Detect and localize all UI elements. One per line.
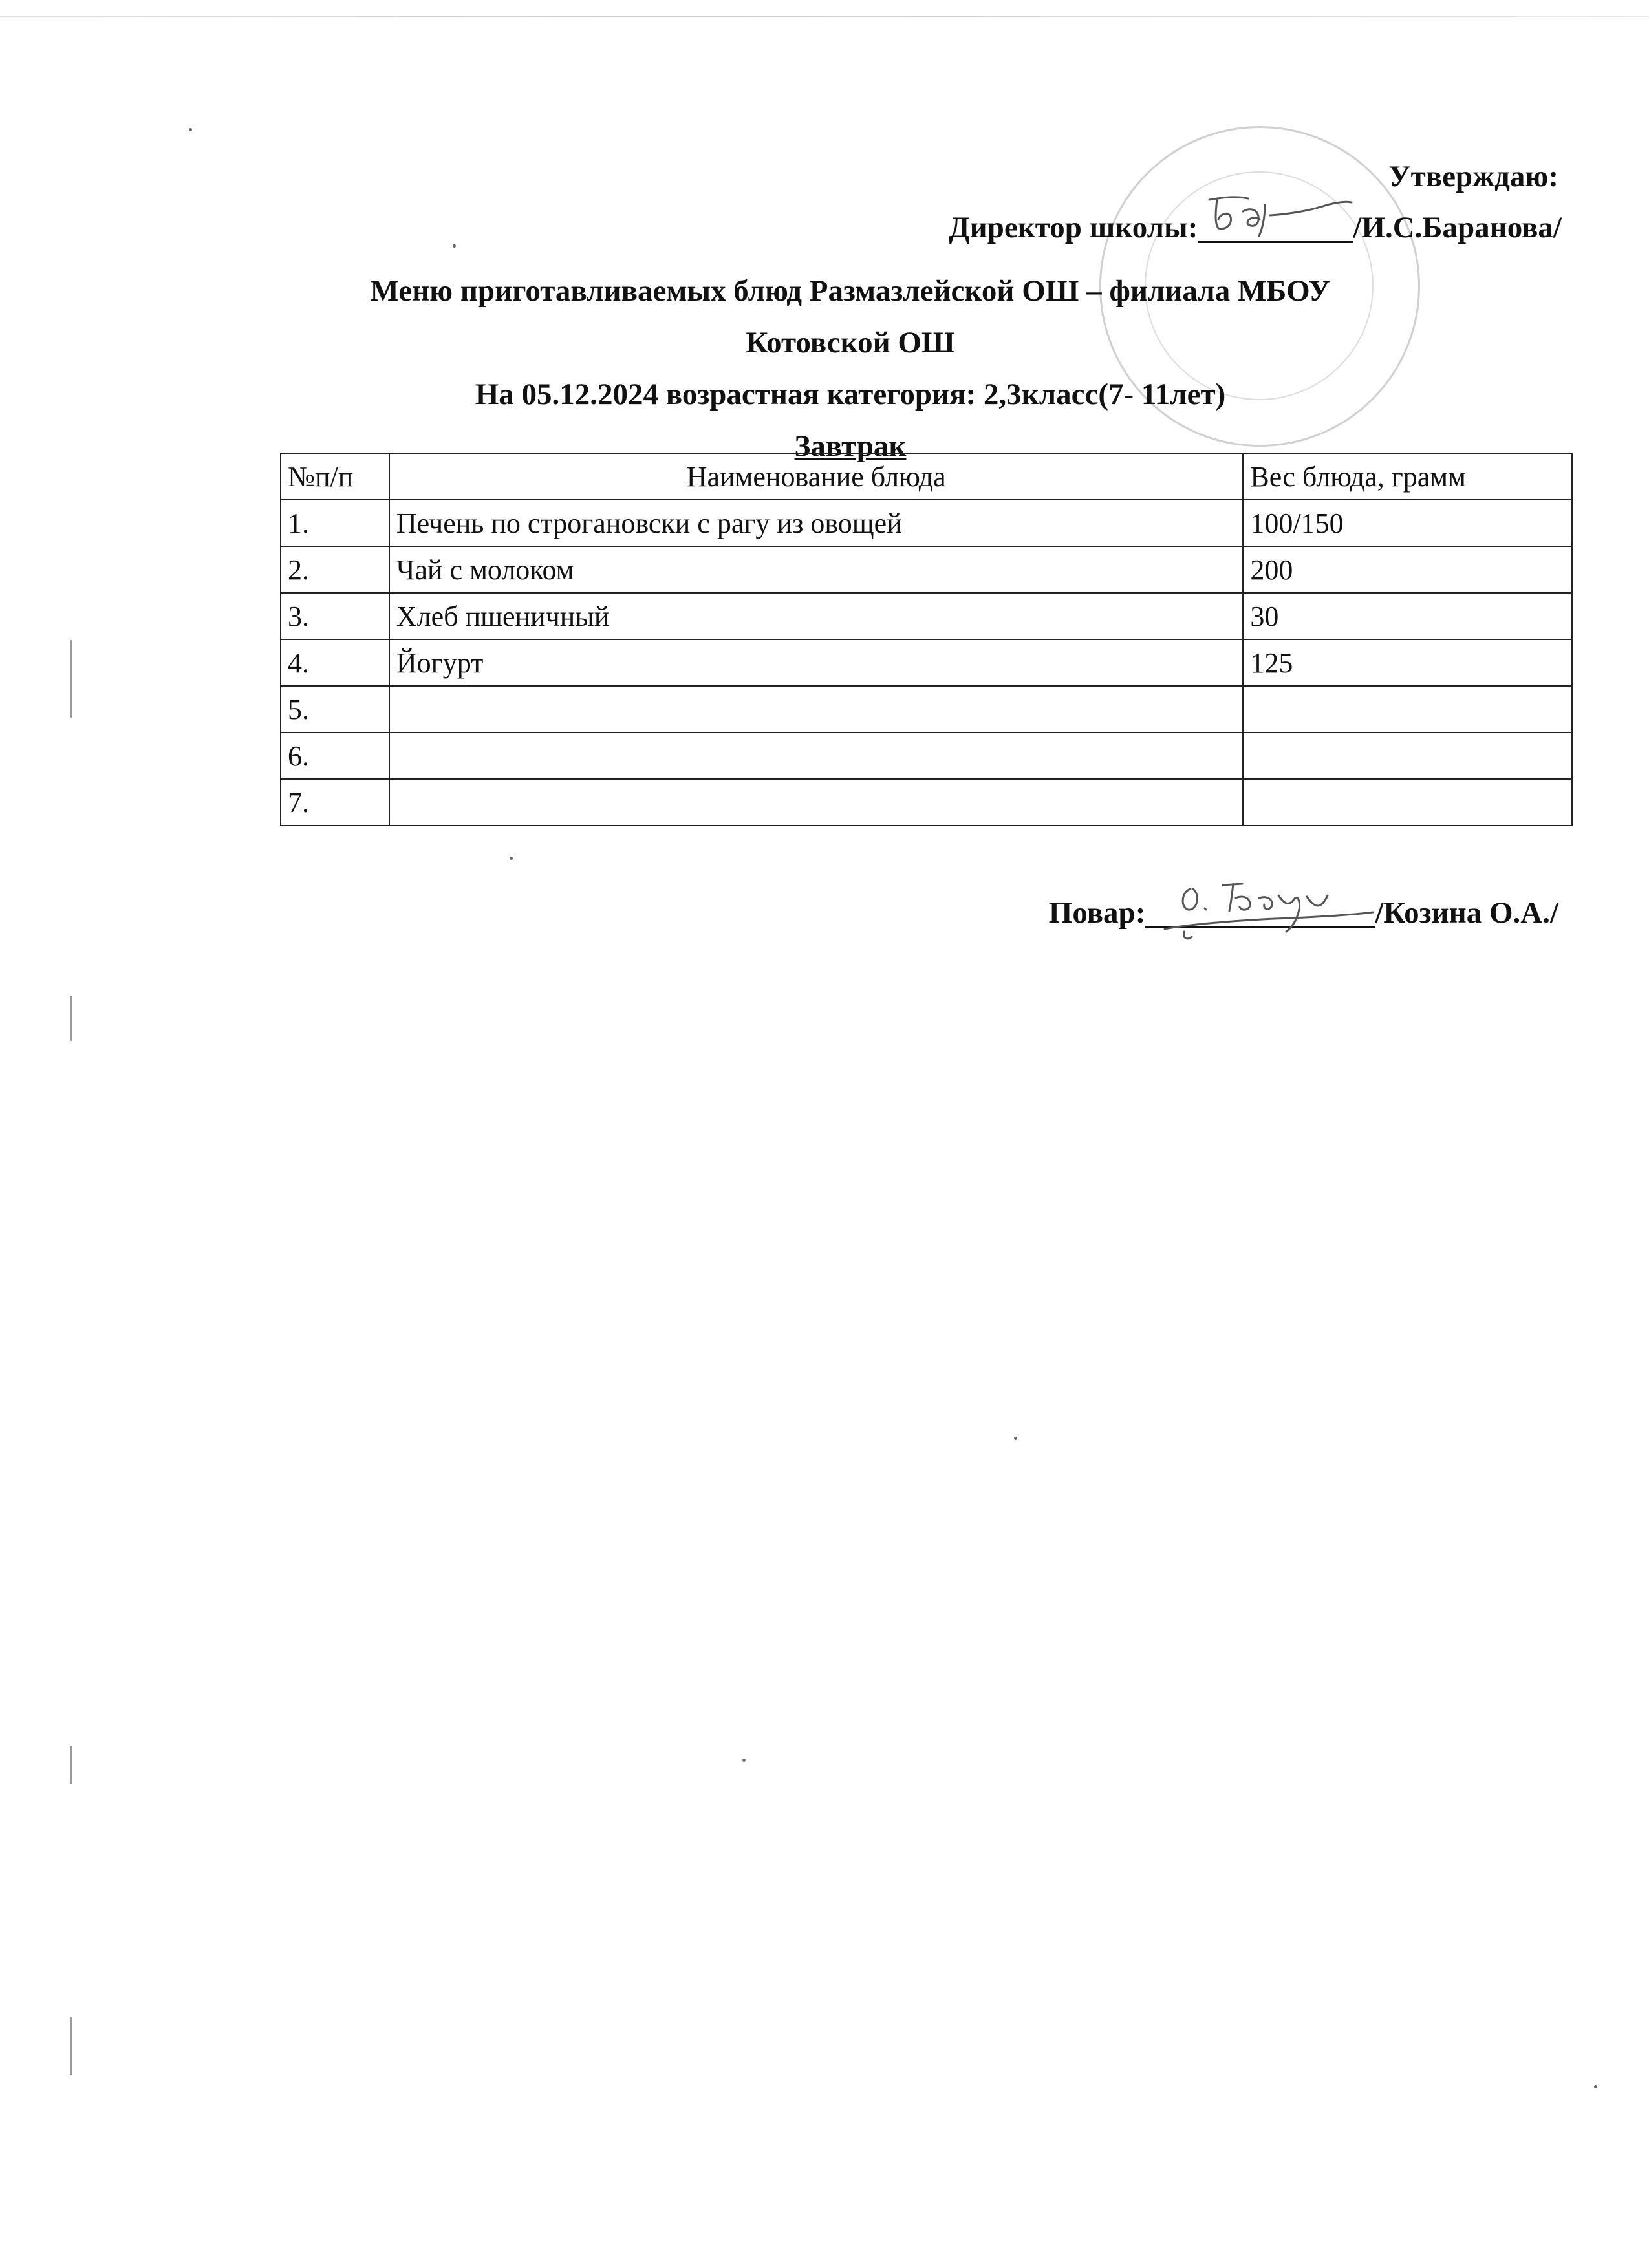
row-number: 1. — [281, 500, 389, 546]
row-number: 6. — [281, 733, 389, 779]
table-row — [281, 593, 1572, 639]
scan-speck — [510, 857, 513, 860]
table-row — [281, 733, 1572, 779]
scan-speck — [1014, 1437, 1017, 1440]
header-dish-weight: Вес блюда, грамм — [1243, 453, 1572, 500]
table-row — [281, 546, 1572, 593]
row-number: 4. — [281, 639, 389, 686]
director-signature — [1198, 210, 1353, 243]
row-number: 3. — [281, 593, 389, 639]
row-number: 2. — [281, 546, 389, 593]
row-dish-weight: 200 — [1243, 546, 1572, 593]
director-label: Директор школы: — [949, 211, 1198, 244]
row-dish-weight — [1243, 686, 1572, 733]
header-number: №п/п — [281, 453, 389, 500]
row-dish-weight — [1243, 733, 1572, 779]
table-row — [281, 779, 1572, 826]
cook-label: Повар: — [1048, 896, 1146, 930]
row-number: 7. — [281, 779, 389, 826]
menu-table — [280, 453, 1573, 826]
table-header-row — [281, 453, 1572, 500]
row-dish-name: Йогурт — [389, 639, 1244, 686]
row-dish-weight: 30 — [1243, 593, 1572, 639]
scan-speck — [189, 128, 192, 131]
scan-speck — [742, 1759, 746, 1762]
title-line-2: Котовской ОШ — [746, 326, 955, 359]
handwritten-signature-icon — [1198, 186, 1353, 237]
row-dish-name — [389, 779, 1244, 826]
row-number: 5. — [281, 686, 389, 733]
row-dish-name: Хлеб пшеничный — [389, 593, 1244, 639]
row-dish-weight — [1243, 779, 1572, 826]
cook-signature-line — [1049, 895, 1558, 928]
document-title — [278, 265, 1423, 472]
director-name: /И.С.Баранова/ — [1353, 211, 1562, 244]
scan-speck — [453, 244, 456, 248]
approve-label: Утверждаю: — [1388, 160, 1558, 193]
row-dish-name — [389, 733, 1244, 779]
scan-margin-mark — [70, 2017, 72, 2075]
row-dish-name: Чай с молоком — [389, 546, 1244, 593]
scan-margin-mark — [70, 640, 72, 718]
row-dish-weight: 100/150 — [1243, 500, 1572, 546]
table-row — [281, 500, 1572, 546]
title-line-1: Меню приготавливаемых блюд Размазлейской ОШ – филиала МБОУ — [370, 274, 1331, 308]
row-dish-name — [389, 686, 1244, 733]
handwritten-signature-icon — [1145, 870, 1375, 941]
row-dish-name: Печень по строгановски с рагу из овощей — [389, 500, 1244, 546]
row-dish-weight: 125 — [1243, 639, 1572, 686]
director-signature-line — [949, 210, 1562, 243]
scan-margin-mark — [70, 1746, 72, 1784]
title-line-3: На 05.12.2024 возрастная категория: 2,3класс(7- 11лет) — [475, 378, 1226, 411]
table-row — [281, 686, 1572, 733]
table-row — [281, 639, 1572, 686]
cook-signature — [1145, 895, 1375, 928]
scan-margin-mark — [70, 996, 72, 1041]
header-dish-name: Наименование блюда — [389, 453, 1244, 500]
scan-edge-line — [0, 16, 1649, 17]
meal-label: Завтрак — [794, 429, 907, 463]
scan-speck — [1594, 2085, 1597, 2088]
cook-name: /Козина О.А./ — [1375, 896, 1558, 930]
